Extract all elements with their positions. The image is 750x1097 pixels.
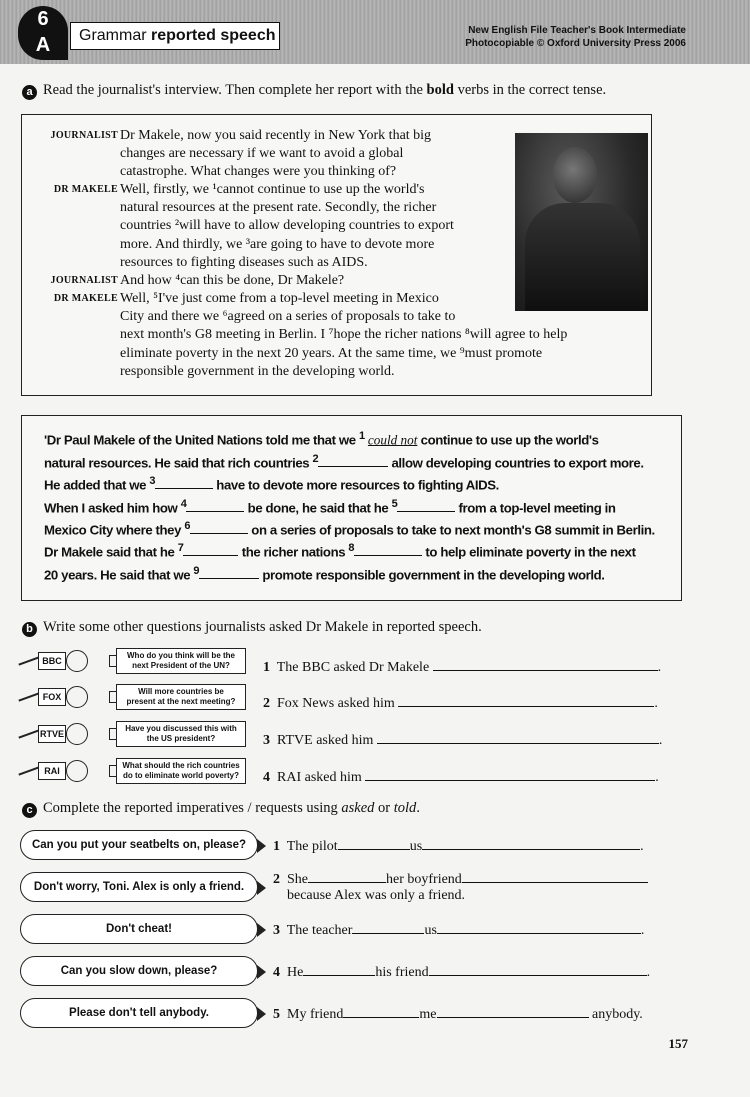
speaker-label: DR MAKELE bbox=[53, 293, 118, 304]
instruction-text: Read the journalist's interview. Then complete her report with the bbox=[43, 82, 423, 98]
title-plain: Grammar bbox=[79, 27, 147, 44]
instruction-bold: bold bbox=[426, 82, 454, 98]
report-line: Dr Makele said that he $^7$ the richer nations $^8$ to help eliminate poverty in the next bbox=[44, 542, 636, 560]
speech-text: Well, ⁵I've just come from a top-level meeting in Mexico City and there we ⁶agreed on a series of proposals to take to next month's G8 meeting in Berlin. I ⁷hope the richer nations ⁸will agree to help eliminate poverty in the next 20 years. At the same time, we ⁹must promote responsible government in the developing world. bbox=[120, 291, 568, 379]
report-line: When I asked him how $^4$ be done, he said that he $^5$ from a top-level meeting in bbox=[44, 498, 616, 516]
network-label: FOX bbox=[38, 688, 66, 706]
part-c-letter: c bbox=[22, 803, 37, 818]
question-prompt: 4 RAI asked him . bbox=[263, 766, 659, 786]
speaker-label: DR MAKELE bbox=[53, 184, 118, 195]
answer-blank[interactable] bbox=[422, 837, 640, 850]
answer-blank[interactable] bbox=[377, 729, 659, 744]
speech-bubble: Don't worry, Toni. Alex is only a friend. bbox=[20, 872, 258, 902]
instruction-text: Complete the reported imperatives / requests using bbox=[43, 800, 338, 816]
title-bold: reported speech bbox=[151, 27, 276, 44]
part-a-letter: a bbox=[22, 85, 37, 100]
example-answer: could not bbox=[367, 432, 418, 448]
answer-blank[interactable] bbox=[318, 454, 388, 467]
reported-request: 2 She her boyfriend because Alex was only a friend. bbox=[273, 870, 648, 904]
part-b-letter: b bbox=[22, 622, 37, 637]
page-header bbox=[0, 0, 750, 64]
speech-text: Well, firstly, we ¹cannot continue to use up the world's natural resources at the present rate. Secondly, the richer countries ²will have to allow developing countries to export more. And thirdly, we ³are going to have to devote more resources to fighting diseases such as AIDS. bbox=[120, 182, 454, 270]
speech-bubble: Can you put your seatbelts on, please? bbox=[20, 830, 258, 860]
speech-bubble: Please don't tell anybody. bbox=[20, 998, 258, 1028]
speech-bubble: Don't cheat! bbox=[20, 914, 258, 944]
report-line: 20 years. He said that we $^9$ promote responsible government in the developing world. bbox=[44, 565, 605, 583]
instruction-text-2: verbs in the correct tense. bbox=[457, 82, 607, 98]
part-a-instruction bbox=[22, 82, 606, 100]
dr-makele-photo bbox=[515, 133, 648, 311]
answer-blank[interactable] bbox=[199, 566, 259, 579]
speaker-label: JOURNALIST bbox=[50, 130, 118, 141]
publisher-line-1: New English File Teacher's Book Intermediate bbox=[468, 25, 686, 36]
answer-blank[interactable] bbox=[429, 963, 647, 976]
unit-letter: A bbox=[35, 34, 51, 56]
worksheet-title bbox=[70, 22, 280, 50]
answer-blank[interactable] bbox=[190, 521, 248, 534]
network-label: BBC bbox=[38, 652, 66, 670]
answer-blank[interactable] bbox=[437, 1005, 589, 1018]
report-line: 'Dr Paul Makele of the United Nations told me that we $^1$ could not continue to use up the world's bbox=[44, 430, 599, 448]
answer-blank[interactable] bbox=[186, 499, 244, 512]
report-line: natural resources. He said that rich countries $^2$ allow developing countries to export more. bbox=[44, 453, 644, 471]
answer-blank[interactable] bbox=[308, 870, 386, 883]
publisher-line-2: Photocopiable © Oxford University Press 2006 bbox=[465, 38, 686, 49]
speech-text: And how ⁴can this be done, Dr Makele? bbox=[120, 273, 345, 288]
answer-blank[interactable] bbox=[354, 543, 422, 556]
answer-blank[interactable] bbox=[155, 476, 213, 489]
answer-blank[interactable] bbox=[343, 1005, 419, 1018]
question-bubble: Have you discussed this with the US president? bbox=[116, 721, 246, 747]
question-prompt: 3 RTVE asked him . bbox=[263, 729, 662, 749]
answer-blank[interactable] bbox=[397, 499, 455, 512]
answer-blank[interactable] bbox=[437, 921, 641, 934]
speech-text: Dr Makele, now you said recently in New York that big changes are necessary if we want to avoid a global catastrophe. What changes were you thinking of? bbox=[120, 128, 432, 180]
reported-request: 4 He his friend . bbox=[273, 965, 651, 980]
instruction-text: Write some other questions journalists asked Dr Makele in reported speech. bbox=[43, 619, 482, 635]
part-b-instruction bbox=[22, 619, 482, 637]
part-c-instruction: c Complete the reported imperatives / requests using asked or told. bbox=[22, 800, 420, 818]
unit-number: 6 bbox=[37, 8, 49, 30]
answer-blank[interactable] bbox=[365, 766, 655, 781]
reported-request: 1 The pilot us . bbox=[273, 839, 644, 854]
report-line: He added that we $^3$ have to devote more resources to fighting AIDS. bbox=[44, 475, 499, 493]
answer-blank[interactable] bbox=[433, 656, 658, 671]
page-number: 157 bbox=[668, 1036, 688, 1051]
question-bubble: What should the rich countries do to eliminate world poverty? bbox=[116, 758, 246, 784]
question-prompt: 2 Fox News asked him . bbox=[263, 692, 658, 712]
network-label: RAI bbox=[38, 762, 66, 780]
reported-request: 5 My friend me anybody. bbox=[273, 1007, 643, 1022]
report-line: Mexico City where they $^6$ on a series of proposals to take to next month's G8 summit in Berlin. bbox=[44, 520, 655, 538]
answer-blank[interactable] bbox=[338, 837, 410, 850]
network-label: RTVE bbox=[38, 725, 66, 743]
question-bubble: Who do you think will be the next President of the UN? bbox=[116, 648, 246, 674]
report-box bbox=[21, 415, 682, 601]
answer-blank[interactable] bbox=[462, 870, 648, 883]
reported-request: 3 The teacher us . bbox=[273, 923, 645, 938]
speech-bubble: Can you slow down, please? bbox=[20, 956, 258, 986]
speaker-label: JOURNALIST bbox=[50, 275, 118, 286]
question-bubble: Will more countries be present at the next meeting? bbox=[116, 684, 246, 710]
unit-badge bbox=[18, 6, 68, 60]
answer-blank[interactable] bbox=[398, 692, 654, 707]
interview-box bbox=[21, 114, 652, 396]
publisher-info bbox=[465, 24, 686, 50]
question-prompt: 1 The BBC asked Dr Makele . bbox=[263, 656, 661, 676]
answer-blank[interactable] bbox=[303, 963, 375, 976]
answer-blank[interactable] bbox=[352, 921, 424, 934]
answer-blank[interactable] bbox=[183, 543, 238, 556]
